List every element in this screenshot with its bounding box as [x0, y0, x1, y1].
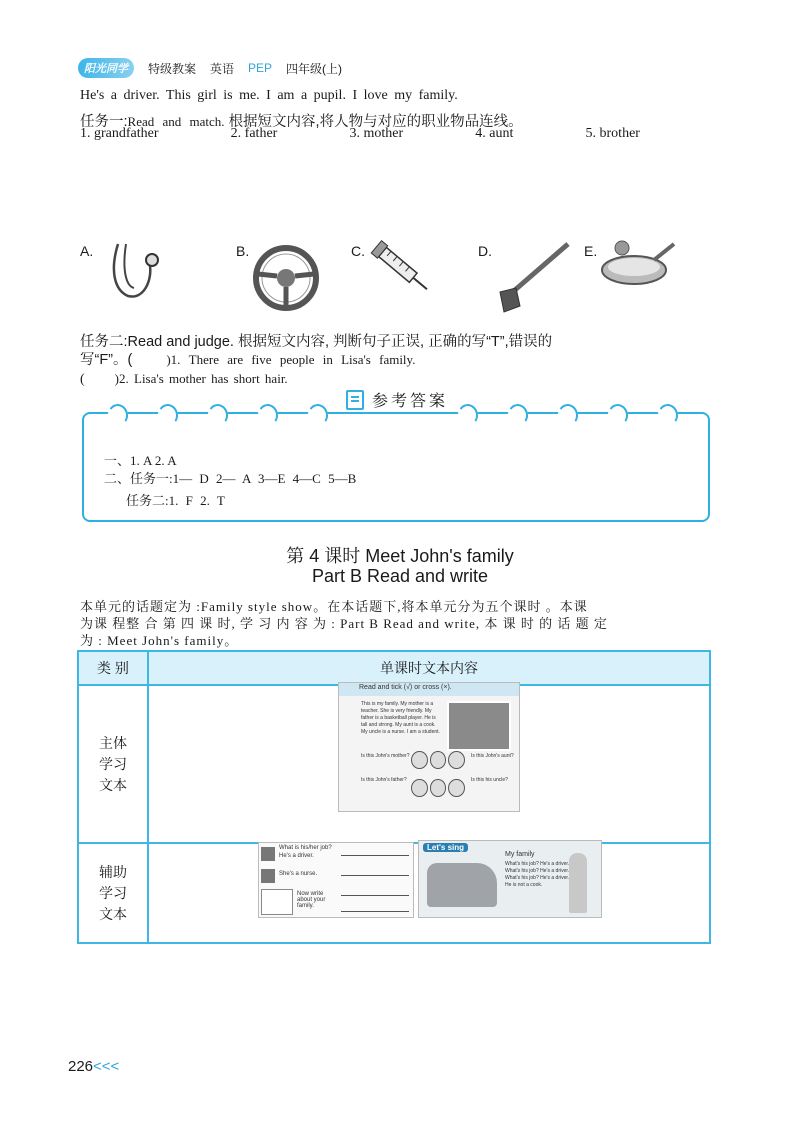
- answer-line-2: 二、任务一:1— D 2— A 3—E 4—C 5—B: [104, 471, 357, 486]
- thumb-q: Is this John's father?: [361, 777, 407, 783]
- subject-name: 英语: [210, 61, 235, 76]
- drawing-box: [261, 889, 293, 915]
- person-item: 1. grandfather: [80, 126, 159, 141]
- answer-line-3: 任务二:1. F 2. T: [126, 493, 225, 508]
- publisher-logo: 阳光同学: [78, 58, 134, 78]
- syringe-icon: [368, 238, 440, 302]
- task1-label: 任务一:: [80, 114, 128, 130]
- option-label: D.: [478, 243, 492, 259]
- row-label-main: 主体 学习 文本: [78, 685, 148, 843]
- textbook-thumbnail-worksheet: What is his/her job? He's a driver. She's a nurse. Now write about your family.: [258, 842, 414, 918]
- task2-q1: )1. There are five people in Lisa's family.: [166, 352, 416, 367]
- thumb-q: Is this his uncle?: [471, 777, 508, 783]
- edition-name: PEP: [248, 61, 273, 75]
- option-label: E.: [584, 243, 598, 259]
- task2-q2-row: [80, 370, 288, 388]
- lesson-subtitle: Part B Read and write: [311, 566, 489, 586]
- book-icon: [346, 390, 364, 410]
- thumb-title: Read and tick (√) or cross (×).: [339, 683, 519, 696]
- col-header-category: 类 别: [78, 651, 148, 685]
- textbook-thumbnail-main: [338, 682, 520, 812]
- textbook-thumbnail-song: Let's sing My family What's his job? He's a driver. What's his job? He's a driver. What's his job? He's a driver. He is not a cook.: [418, 840, 602, 918]
- grade-name: 四年级(上): [286, 61, 343, 76]
- answer-title-wrap: [340, 388, 454, 411]
- intro-line-1: 本单元的话题定为 :Family style show。在本话题下,将本单元分为五个课时 。本课: [80, 599, 588, 614]
- circle-icons: [411, 779, 465, 797]
- circle-icons: [411, 751, 465, 769]
- passage-end: He's a driver. This girl is me. I am a pupil. I love my family.: [80, 88, 458, 103]
- steering-wheel-icon: [252, 244, 320, 312]
- cook-figure: [569, 853, 587, 913]
- page-footer: [68, 1058, 119, 1075]
- row-label-aux: 辅助 学习 文本: [78, 843, 148, 943]
- task2-q2-open: (: [80, 372, 85, 387]
- thumb-passage: This is my family. My mother is a teacher. She is very friendly. My father is a basketball player. He is tall and strong. My aunt is a cook. My uncle is a nurse. I am a student.: [361, 701, 440, 735]
- task1-instruction-en: Read and match.: [127, 114, 225, 129]
- lesson-title: 第 4 课时 Meet John's family: [286, 546, 514, 566]
- answer-line-1: 一、1. A 2. A: [104, 453, 177, 468]
- car-image: [427, 863, 497, 907]
- option-label: B.: [236, 243, 250, 259]
- person-photo: [261, 847, 275, 861]
- person-photo: [261, 869, 275, 883]
- option-label: C.: [351, 243, 365, 259]
- person-item: 5. brother: [585, 126, 640, 141]
- people-list: [80, 126, 640, 142]
- family-photo: [447, 701, 511, 751]
- frying-pan-icon: [600, 240, 678, 300]
- page-number: 226: [68, 1058, 94, 1075]
- option-label: A.: [80, 243, 94, 259]
- person-item: 2. father: [230, 126, 278, 141]
- answer-title: 参考答案: [372, 393, 449, 410]
- intro-line-2: 为课 程整 合 第 四 课 时, 学 习 内 容 为 : Part B Read and write, 本 课 时 的 话 题 定: [80, 616, 608, 631]
- arrows-icon: <<<: [93, 1058, 120, 1075]
- task1-instruction-cn: 根据短文内容,将人物与对应的职业物品连线。: [228, 114, 523, 130]
- thumb-q: Is this John's aunt?: [471, 753, 514, 759]
- page-header: [78, 58, 342, 78]
- thumb-q: Is this John's mother?: [361, 753, 410, 759]
- person-item: 3. mother: [349, 126, 404, 141]
- person-item: 4. aunt: [475, 126, 514, 141]
- series-name: 特级教案: [148, 61, 197, 76]
- col-header-content: 单课时文本内容: [148, 651, 710, 685]
- hoe-icon: [494, 240, 574, 316]
- task2-q2: )2. Lisa's mother has short hair.: [114, 371, 288, 386]
- task2-q1-row: [80, 348, 415, 369]
- task2-line1: 任务二:Read and judge. 根据短文内容, 判断句子正误, 正确的写“T”,错误的: [80, 334, 553, 350]
- intro-line-3: 为 : Meet John's family。: [80, 633, 239, 648]
- task2-line2-prefix: 写“F”。(: [80, 352, 133, 368]
- stethoscope-icon: [100, 240, 170, 306]
